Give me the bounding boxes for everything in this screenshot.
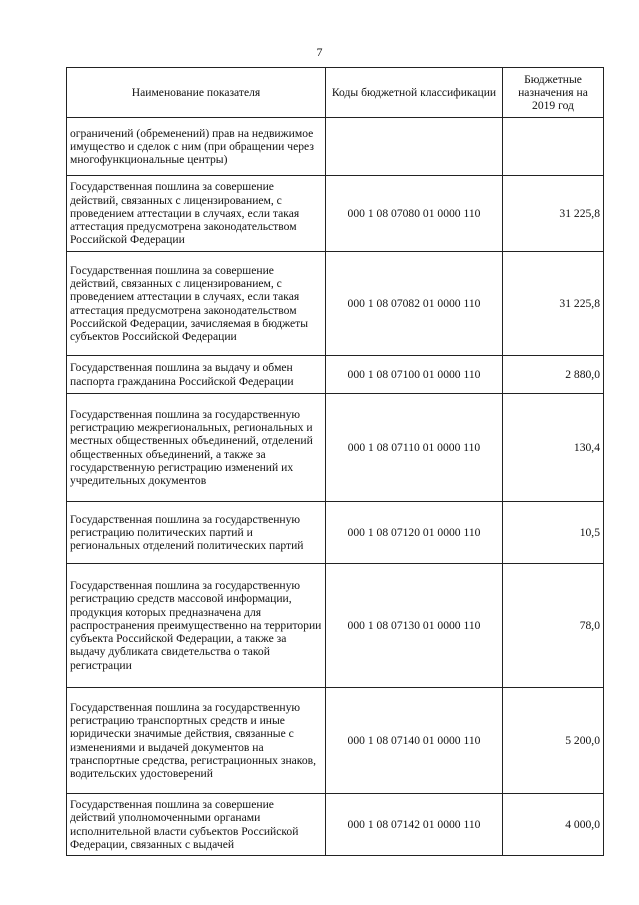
table-row — [67, 118, 604, 176]
row-amount: 31 225,8 — [503, 252, 604, 356]
row-amount: 10,5 — [503, 502, 604, 564]
row-name: Государственная пошлина за государственную регистрацию межрегиональных, региональных и местных общественных объединений, отделений общественных объединений, а также за государственную регистрацию изменений их учредительных документов — [67, 394, 326, 502]
row-code: 000 1 08 07142 01 0000 110 — [326, 794, 503, 856]
row-code: 000 1 08 07082 01 0000 110 — [326, 252, 503, 356]
table-row — [67, 394, 604, 502]
table-row — [67, 252, 604, 356]
row-name: Государственная пошлина за государственную регистрацию средств массовой информации, продукция которых предназначена для распространения преимущественно на территории субъекта Российской Федерации, а также за выдачу дубликата свидетельства о такой регистрации — [67, 564, 326, 688]
row-name: Государственная пошлина за выдачу и обмен паспорта гражданина Российской Федерации — [67, 356, 326, 394]
row-code: 000 1 08 07110 01 0000 110 — [326, 394, 503, 502]
row-amount: 5 200,0 — [503, 688, 604, 794]
row-amount: 2 880,0 — [503, 356, 604, 394]
table-row — [67, 356, 604, 394]
header-name: Наименование показателя — [67, 68, 326, 118]
row-amount: 4 000,0 — [503, 794, 604, 856]
row-name: Государственная пошлина за государственную регистрацию политических партий и региональных отделений политических партий — [67, 502, 326, 564]
row-amount: 31 225,8 — [503, 176, 604, 252]
row-amount: 78,0 — [503, 564, 604, 688]
row-code — [326, 118, 503, 176]
table-row — [67, 502, 604, 564]
row-name: Государственная пошлина за совершение действий, связанных с лицензированием, с проведением аттестации в случаях, если такая аттестация предусмотрена законодательством Российской Федерации, зачисляемая в бюджеты субъектов Российской Федерации — [67, 252, 326, 356]
table-row — [67, 688, 604, 794]
header-amount: Бюджетные назначения на 2019 год — [503, 68, 604, 118]
row-name: Государственная пошлина за государственную регистрацию транспортных средств и иные юридически значимые действия, связанные с изменениями и выдачей документов на транспортные средства, регистрационных знаков, водительских удостоверений — [67, 688, 326, 794]
row-name: Государственная пошлина за совершение действий уполномоченными органами исполнительной власти субъектов Российской Федерации, связанных с выдачей — [67, 794, 326, 856]
table-row — [67, 564, 604, 688]
row-name: Государственная пошлина за совершение действий, связанных с лицензированием, с проведением аттестации в случаях, если такая аттестация предусмотрена законодательством Российской Федерации — [67, 176, 326, 252]
header-codes: Коды бюджетной классификации — [326, 68, 503, 118]
row-code: 000 1 08 07120 01 0000 110 — [326, 502, 503, 564]
row-amount — [503, 118, 604, 176]
row-amount: 130,4 — [503, 394, 604, 502]
row-code: 000 1 08 07080 01 0000 110 — [326, 176, 503, 252]
page-number: 7 — [316, 45, 323, 59]
table-row — [67, 794, 604, 856]
row-code: 000 1 08 07100 01 0000 110 — [326, 356, 503, 394]
table-header-row — [67, 68, 604, 118]
budget-table — [66, 67, 604, 856]
row-name: ограничений (обременений) прав на недвижимое имущество и сделок с ним (при обращении через многофункциональные центры) — [67, 118, 326, 176]
table-row — [67, 176, 604, 252]
row-code: 000 1 08 07130 01 0000 110 — [326, 564, 503, 688]
row-code: 000 1 08 07140 01 0000 110 — [326, 688, 503, 794]
